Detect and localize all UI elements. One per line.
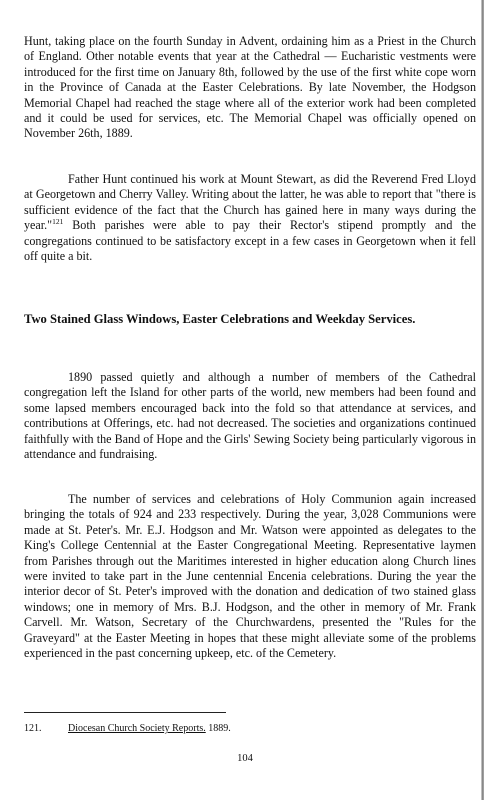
page-edge-shadow	[481, 0, 484, 800]
footnote-reference: 121	[52, 217, 64, 227]
footnote	[24, 723, 464, 735]
section-heading: Two Stained Glass Windows, Easter Celebrations and Weekday Services.	[24, 312, 416, 326]
page-number: 104	[237, 753, 253, 764]
paragraph-holy-communion: The number of services and celebrations of Holy Communion again increased bringing the totals of 924 and 233 respectively. During the year, 3,028 Communions were made at St. Peter's. Mr. E.J. Hodgson and Mr. Watson were appointed as delegates to the King's College Centennial at the Easter Congregational Meeting. Representative laymen from Parishes through out the Maritimes interested in higher education along Church lines were invited to take part in the June centennial Encenia celebrations. During the year the interior decor of St. Peter's improved with the donation and dedication of two stained glass windows; one in memory of Mrs. B.J. Hodgson, and the other in memory of Mr. Frank Carvell. Mr. Watson, Secretary of the Churchwardens, presented the "Rules for the Graveyard" at the Easter Meeting in hopes that these might alleviate some of the problems experienced in the past concerning upkeep, etc. of the Cemetery.	[24, 492, 476, 661]
paragraph-father-hunt	[24, 172, 476, 264]
paragraph-text: Both parishes were able to pay their Rector's stipend promptly and the congregations continued to be satisfactory except in a few cases in Georgetown when it fell off quite a bit.	[24, 218, 476, 264]
footnote-number: 121.	[24, 723, 42, 734]
paragraph-1890: 1890 passed quietly and although a number of members of the Cathedral congregation left the Island for other parts of the world, new members had been found and some lapsed members encouraged back into the fold so that attendance at services, and contributions at Offerings, etc. had not decreased. The societies and organizations continued faithfully with the Band of Hope and the Girls' Sewing Society being particularly vigorous in attendance and fundraising.	[24, 370, 476, 462]
paragraph-hunt-ordination: Hunt, taking place on the fourth Sunday in Advent, ordaining him as a Priest in the Church of England. Other notable events that year at the Cathedral — Eucharistic vestments were introduced for the first time on January 8th, followed by the use of the first white cope worn in the Province of Canada at the Easter Celebrations. By late November, the Hodgson Memorial Chapel had reached the stage where all of the exterior work had been completed and it could be used for services, etc. The Memorial Chapel was officially opened on November 26th, 1889.	[24, 34, 476, 141]
paragraph-text: Father Hunt continued his work at Mount Stewart, as did the Reverend Fred Lloyd at Georgetown and Cherry Valley. Writing about the latter, he was able to report that "there is sufficient evidence of the fact that the Church has gained here in many ways during the year."	[24, 172, 476, 233]
footnote-year: 1889.	[205, 723, 231, 734]
footnote-divider	[24, 712, 226, 713]
footnote-source: Diocesan Church Society Reports.	[68, 723, 206, 734]
